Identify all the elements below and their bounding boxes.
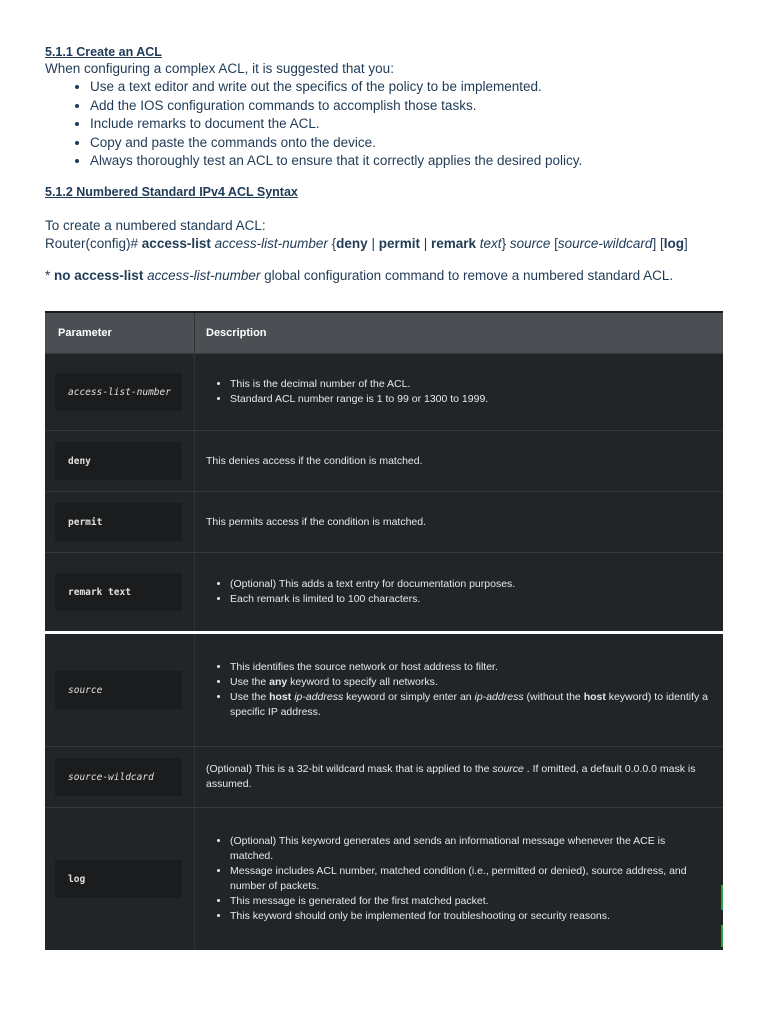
green-marker	[721, 925, 723, 947]
syntax-deny: deny	[336, 235, 368, 251]
param-description: (Optional) This is a 32-bit wildcard mask that is applied to the source . If omitted, a default 0.0.0.0 mask is assumed.	[194, 747, 723, 807]
syntax-line	[45, 235, 725, 253]
remove-acl-note	[45, 267, 725, 285]
syntax-text: text	[479, 235, 502, 251]
param-code: log	[55, 860, 182, 898]
syntax-punct: [	[550, 235, 558, 251]
list-item: • Message includes ACL number, matched condition (i.e., permitted or denied), source address, and number of packets.	[230, 864, 709, 894]
parameter-table-continued	[45, 634, 723, 950]
param-description	[194, 354, 723, 430]
syntax-permit: permit	[378, 235, 420, 251]
document-body	[45, 44, 725, 285]
syntax-remark: remark	[430, 235, 477, 251]
section-heading-syntax: 5.1.2 Numbered Standard IPv4 ACL Syntax	[45, 184, 298, 199]
green-marker	[721, 885, 723, 910]
syntax-wildcard: source-wildcard	[557, 235, 653, 251]
table-row	[45, 807, 723, 950]
param-description	[194, 634, 723, 746]
syntax-cmd: access-list	[141, 235, 211, 251]
list-item: • Always thoroughly test an ACL to ensure that it correctly applies the desired policy.	[90, 152, 725, 171]
section-heading-create-acl: 5.1.1 Create an ACL	[45, 45, 162, 59]
acl-tips-list	[45, 78, 725, 171]
syntax-source: source	[509, 235, 551, 251]
param-code: source-wildcard	[55, 758, 182, 796]
param-description: This permits access if the condition is matched.	[194, 492, 723, 552]
syntax-punct: ] [	[652, 235, 664, 251]
syntax-prompt: Router(config)#	[45, 235, 142, 251]
list-item: • Include remarks to document the ACL.	[90, 115, 725, 134]
section-intro: When configuring a complex ACL, it is suggested that you:	[45, 61, 394, 76]
syntax-punct: {	[327, 235, 337, 251]
note-num: access-list-number	[147, 267, 261, 283]
param-code: source	[55, 671, 182, 709]
table-row	[45, 430, 723, 491]
list-item: • This message is generated for the first matched packet.	[230, 894, 709, 909]
param-code: permit	[55, 503, 182, 541]
syntax-intro: To create a numbered standard ACL:	[45, 217, 266, 233]
list-item: • Use a text editor and write out the specifics of the policy to be implemented.	[90, 78, 725, 97]
header-description: Description	[194, 313, 723, 353]
param-description: This denies access if the condition is matched.	[194, 431, 723, 491]
list-item: • Copy and paste the commands onto the device.	[90, 134, 725, 153]
list-item: • This identifies the source network or host address to filter.	[230, 660, 709, 675]
table-row	[45, 746, 723, 807]
syntax-num: access-list-number	[214, 235, 328, 251]
note-rest: global configuration command to remove a numbered standard ACL.	[260, 267, 674, 283]
list-item: • Use the host ip-address keyword or simply enter an ip-address (without the host keyword) to identify a specific IP address.	[230, 690, 709, 720]
param-code: access-list-number	[55, 373, 182, 411]
param-code: deny	[55, 442, 182, 480]
syntax-punct: |	[367, 235, 379, 251]
table-row	[45, 491, 723, 552]
syntax-log: log	[663, 235, 684, 251]
list-item: • (Optional) This keyword generates and sends an informational message whenever the ACE is matched.	[230, 834, 709, 864]
param-code: remark text	[55, 573, 182, 611]
list-item: • This keyword should only be implemented for troubleshooting or security reasons.	[230, 909, 709, 924]
parameter-table	[45, 311, 723, 631]
header-parameter: Parameter	[58, 327, 112, 339]
list-item: • Use the any keyword to specify all networks.	[230, 675, 709, 690]
list-item: • This is the decimal number of the ACL.	[230, 377, 488, 392]
list-item: • (Optional) This adds a text entry for documentation purposes.	[230, 577, 515, 592]
note-star: *	[45, 267, 55, 283]
syntax-punct: }	[501, 235, 507, 251]
list-item: • Each remark is limited to 100 characters.	[230, 592, 515, 607]
syntax-punct: |	[419, 235, 431, 251]
table-row	[45, 552, 723, 631]
syntax-punct: ]	[683, 235, 688, 251]
table-row	[45, 353, 723, 430]
list-item: • Standard ACL number range is 1 to 99 or 1300 to 1999.	[230, 392, 488, 407]
table-row	[45, 634, 723, 746]
note-cmd: no access-list	[54, 267, 144, 283]
table-header	[45, 311, 723, 353]
param-description	[194, 553, 723, 631]
param-description	[194, 808, 723, 950]
list-item: • Add the IOS configuration commands to accomplish those tasks.	[90, 97, 725, 116]
